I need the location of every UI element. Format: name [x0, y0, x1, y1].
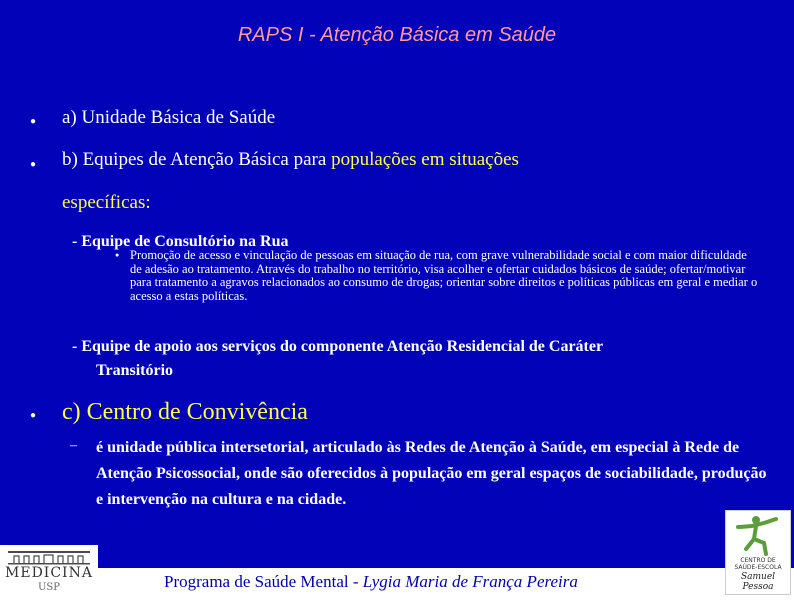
item-b-suffix: : [145, 192, 151, 213]
footer-author: Lygia Maria de França Pereira [362, 572, 578, 591]
item-b-line1 [62, 149, 519, 171]
csep-logo-line1: CENTRO DE [740, 557, 776, 564]
item-c-text: é unidade pública intersetorial, articulado às Redes de Atenção à Saúde, em especial à Rede de Atenção Psicossocial, onde são oferecidos à população em geral espaços de sociabilidade, produção e intervenção na cultura e na cidade. [96, 439, 767, 508]
bullet-dot-icon: ● [30, 116, 37, 127]
medicina-logo-text: MEDICINA [5, 565, 93, 581]
centro-saude-escola-logo [725, 510, 791, 595]
bullet-dot-icon: ● [30, 410, 37, 421]
sub1-title: - Equipe de Consultório na Rua [72, 233, 289, 250]
sub1-text: Promoção de acesso e vinculação de pessoas em situação de rua, com grave vulnerabilidade social e com maior dificuldade de adesão ao tratamento. Através do trabalho no território, visa acolher e ofertar cuidados básicos de saúde; ofertar/motivar para tratamento a agravos relacionados ao consumo de drogas; orientar sobre direitos e políticas públicas em geral e mediar o acesso a estas políticas. [130, 248, 758, 303]
dash-icon: – [70, 438, 77, 453]
footer-program: Programa de Saúde Mental - [164, 572, 363, 591]
item-b-highlight-1: populações em situações [331, 149, 519, 170]
item-a-label: a) Unidade Básica de Saúde [62, 107, 276, 128]
small-bullet-icon: ● [115, 251, 120, 259]
csep-logo-line3: Samuel Pessoa [740, 572, 776, 592]
footer-text [164, 572, 578, 592]
item-b-prefix: b) Equipes de Atenção Básica para [62, 149, 332, 170]
medicina-usp-logo [0, 545, 98, 595]
bullet-dot-icon: ● [30, 159, 37, 170]
running-figure-icon [726, 513, 790, 557]
sub2-title-line1: - Equipe de apoio aos serviços do componente Atenção Residencial de Caráter [72, 338, 604, 355]
csep-logo-line2: SAÚDE-ESCOLA [734, 564, 782, 571]
usp-logo-text: USP [37, 582, 60, 593]
item-b-line2 [62, 192, 151, 214]
item-c-label: c) Centro de Convivência [62, 399, 308, 425]
item-b-highlight-2: específicas [62, 192, 146, 213]
sub2-title-line2: Transitório [96, 362, 174, 379]
slide-title: RAPS I - Atenção Básica em Saúde [237, 24, 557, 46]
